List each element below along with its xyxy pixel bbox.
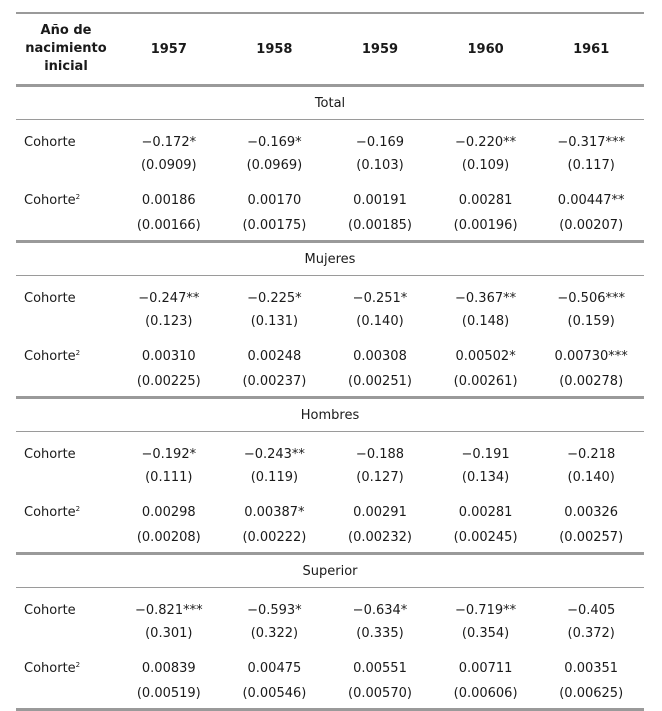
row-label <box>16 334 116 366</box>
se-cell: (0.140) <box>356 313 404 329</box>
coef-cell: −0.821*** <box>134 603 203 618</box>
se-cell: (0.109) <box>461 157 510 173</box>
coef-row <box>16 178 644 210</box>
se-cell: (0.00606) <box>453 685 518 701</box>
coef-cell: −0.169 <box>355 135 405 150</box>
se-cell: (0.372) <box>567 625 615 641</box>
coef-cell: 0.00502* <box>455 349 516 364</box>
coef-cell: 0.00186 <box>141 193 196 208</box>
se-cell: (0.00207) <box>559 217 624 233</box>
row-label-text: Cohorte <box>24 505 76 520</box>
coef-cell: −0.218 <box>567 447 616 462</box>
se-cell: (0.148) <box>461 313 510 329</box>
se-cell: (0.335) <box>356 625 404 641</box>
coef-cell: 0.00298 <box>141 505 196 520</box>
row-label-text: Cohorte <box>24 135 76 150</box>
se-cell: (0.0969) <box>246 157 303 173</box>
se-cell: (0.00261) <box>453 373 518 389</box>
empty-cell <box>16 678 116 710</box>
coef-cell: −0.251* <box>352 291 408 306</box>
coef-cell: −0.405 <box>567 603 616 618</box>
se-row <box>16 308 644 334</box>
section-row <box>16 242 644 276</box>
se-cell: (0.117) <box>567 157 615 173</box>
se-cell: (0.127) <box>356 469 404 485</box>
row-label <box>16 588 116 621</box>
header-row <box>16 13 644 86</box>
coef-cell: 0.00447** <box>557 193 625 208</box>
empty-cell <box>16 210 116 242</box>
coef-cell: −0.188 <box>355 447 405 462</box>
se-row <box>16 210 644 242</box>
se-cell: (0.00196) <box>453 217 518 233</box>
row-label-exponent: 2 <box>75 505 81 513</box>
coef-cell: −0.192* <box>141 447 197 462</box>
coef-cell: −0.367** <box>455 291 517 306</box>
se-cell: (0.00245) <box>453 529 518 545</box>
se-row <box>16 522 644 554</box>
se-cell: (0.00225) <box>136 373 201 389</box>
se-cell: (0.354) <box>461 625 510 641</box>
se-cell: (0.00232) <box>348 529 412 545</box>
se-cell: (0.103) <box>356 157 404 173</box>
se-cell: (0.00546) <box>242 685 307 701</box>
empty-cell <box>16 366 116 398</box>
coef-cell: 0.00281 <box>458 505 513 520</box>
se-cell: (0.119) <box>250 469 299 485</box>
coef-row <box>16 276 644 309</box>
se-cell: (0.00166) <box>136 217 201 233</box>
se-cell: (0.00251) <box>348 373 412 389</box>
coef-cell: 0.00351 <box>564 661 619 676</box>
se-cell: (0.0909) <box>140 157 197 173</box>
se-cell: (0.301) <box>145 625 193 641</box>
coef-row <box>16 334 644 366</box>
row-label <box>16 646 116 678</box>
coef-row <box>16 588 644 621</box>
coef-cell: −0.317*** <box>557 135 625 150</box>
coef-row <box>16 490 644 522</box>
se-cell: (0.00222) <box>242 529 307 545</box>
row-label <box>16 178 116 210</box>
header-first-col-line: inicial <box>44 59 88 74</box>
section-row <box>16 554 644 588</box>
coef-cell: 0.00711 <box>458 661 513 676</box>
section-title: Hombres <box>300 407 360 423</box>
se-cell: (0.00257) <box>559 529 624 545</box>
section-title: Total <box>314 95 346 111</box>
coef-cell: −0.719** <box>455 603 517 618</box>
coef-row <box>16 120 644 153</box>
coef-cell: −0.243** <box>243 447 305 462</box>
coef-cell: −0.191 <box>461 447 510 462</box>
row-label-exponent: 2 <box>75 661 81 669</box>
coef-cell: 0.00551 <box>353 661 407 676</box>
se-cell: (0.00519) <box>136 685 201 701</box>
coef-cell: −0.593* <box>247 603 302 618</box>
se-cell: (0.111) <box>145 469 193 485</box>
header-first-col-line: nacimiento <box>25 41 107 56</box>
row-label-exponent: 2 <box>75 349 81 357</box>
empty-cell <box>16 620 116 646</box>
coef-row <box>16 646 644 678</box>
row-label <box>16 490 116 522</box>
section-title: Mujeres <box>304 251 356 267</box>
regression-table <box>16 12 644 711</box>
coef-cell: −0.634* <box>352 603 408 618</box>
se-cell: (0.00278) <box>559 373 624 389</box>
empty-cell <box>16 152 116 178</box>
coef-cell: 0.00839 <box>141 661 196 676</box>
row-label-text: Cohorte <box>24 603 76 618</box>
row-label <box>16 120 116 153</box>
se-row <box>16 464 644 490</box>
header-year: 1960 <box>467 41 504 57</box>
section-row <box>16 398 644 432</box>
header-year: 1961 <box>573 41 610 57</box>
coef-cell: 0.00730*** <box>554 349 628 364</box>
section-row <box>16 86 644 120</box>
coef-cell: 0.00191 <box>353 193 407 208</box>
se-row <box>16 678 644 710</box>
se-cell: (0.123) <box>145 313 193 329</box>
coef-cell: 0.00326 <box>564 505 619 520</box>
empty-cell <box>16 464 116 490</box>
row-label-text: Cohorte <box>24 349 76 364</box>
coef-cell: 0.00387* <box>244 505 305 520</box>
coef-cell: 0.00475 <box>247 661 302 676</box>
header-first-col <box>16 13 116 86</box>
se-cell: (0.00185) <box>348 217 412 233</box>
table-body <box>16 86 644 710</box>
empty-cell <box>16 308 116 334</box>
header-year: 1958 <box>256 41 293 57</box>
row-label-text: Cohorte <box>24 291 76 306</box>
se-cell: (0.131) <box>250 313 299 329</box>
row-label-text: Cohorte <box>24 447 76 462</box>
row-label <box>16 432 116 465</box>
coef-cell: 0.00170 <box>247 193 302 208</box>
coef-cell: −0.172* <box>141 135 197 150</box>
coef-cell: −0.247** <box>138 291 200 306</box>
coef-row <box>16 432 644 465</box>
row-label-exponent: 2 <box>75 193 81 201</box>
se-cell: (0.00208) <box>136 529 201 545</box>
se-cell: (0.322) <box>250 625 299 641</box>
se-cell: (0.00237) <box>242 373 307 389</box>
coef-cell: 0.00291 <box>353 505 407 520</box>
section-title: Superior <box>302 563 358 579</box>
row-label-text: Cohorte <box>24 661 76 676</box>
header-year: 1959 <box>361 41 399 57</box>
coef-cell: 0.00281 <box>458 193 513 208</box>
header-first-col-line: Año de <box>40 23 92 38</box>
se-row <box>16 152 644 178</box>
empty-cell <box>16 522 116 554</box>
coef-cell: 0.00248 <box>247 349 302 364</box>
coef-cell: −0.220** <box>455 135 517 150</box>
coef-cell: −0.225* <box>247 291 302 306</box>
coef-cell: −0.169* <box>247 135 302 150</box>
row-label <box>16 276 116 309</box>
se-cell: (0.134) <box>461 469 510 485</box>
se-row <box>16 366 644 398</box>
coef-cell: 0.00310 <box>141 349 196 364</box>
se-row <box>16 620 644 646</box>
header-year: 1957 <box>150 41 187 57</box>
coef-cell: 0.00308 <box>353 349 407 364</box>
se-cell: (0.159) <box>567 313 615 329</box>
se-cell: (0.00625) <box>559 685 624 701</box>
row-label-text: Cohorte <box>24 193 76 208</box>
coef-cell: −0.506*** <box>557 291 625 306</box>
se-cell: (0.00175) <box>242 217 307 233</box>
se-cell: (0.140) <box>567 469 615 485</box>
se-cell: (0.00570) <box>348 685 412 701</box>
